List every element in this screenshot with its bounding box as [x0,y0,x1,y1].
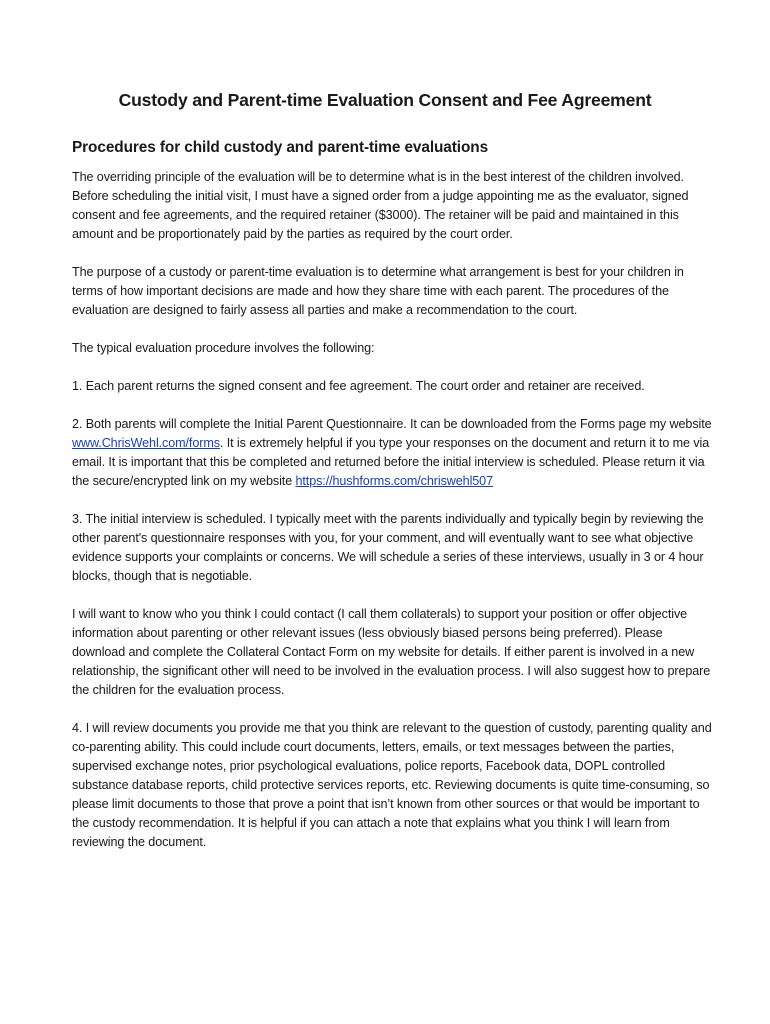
list-item-1: 1. Each parent returns the signed consent and fee agreement. The court order and retainer are received. [72,379,645,393]
paragraph-overriding-principle: The overriding principle of the evaluation will be to determine what is in the best interest of the children involved. Before scheduling the initial visit, I must have a signed order from a judge appointing me as the evaluator, signed consent and fee agreements, and the required retainer ($3000). The retainer will be paid and maintained in this amount and be proportionately paid by the parties as required by the court order. [72,170,689,241]
document-title: Custody and Parent-time Evaluation Consent and Fee Agreement [118,90,652,110]
document-body [72,168,712,871]
list-item-2 [72,415,712,491]
list-item-3: 3. The initial interview is scheduled. I typically meet with the parents individually and typically begin by reviewing the other parent's questionnaire responses with you, for your comment, and will eventually want to see what objective evidence supports your complaints or concerns. We will schedule a series of these interviews, usually in 3 or 4 hour blocks, though that is negotiable. [72,512,704,583]
hushforms-link[interactable]: https://hushforms.com/chriswehl507 [295,474,493,488]
paragraph-procedure-intro: The typical evaluation procedure involves the following: [72,341,375,355]
list-item-2-text-b: . It is extremely helpful if you type your responses on the document and return it to me via email. It is important that this be completed and returned before the initial interview is scheduled. Please return it via the secure/encrypted link on my website [72,436,710,488]
section-heading: Procedures for child custody and parent-time evaluations [72,139,489,156]
list-item-4: 4. I will review documents you provide me that you think are relevant to the question of custody, parenting quality and co-parenting ability. This could include court documents, letters, emails, or text messages between the parties, supervised exchange notes, prior psychological evaluations, police reports, Facebook data, DOPL controlled substance database reports, child protective services reports, etc. Reviewing documents is quite time-consuming, so please limit documents to those that prove a point that isn’t known from other sources or that would be important to the custody recommendation. It is helpful if you can attach a note that explains what you think I will learn from reviewing the document. [72,721,712,849]
paragraph-collaterals: I will want to know who you think I could contact (I call them collaterals) to support your position or offer objective information about parenting or other relevant issues (less obviously biased persons being preferred). Please download and complete the Collateral Contact Form on my website for details. If either parent is involved in a new relationship, the significant other will need to be involved in the evaluation process. I will also suggest how to prepare the children for the evaluation process. [72,607,711,697]
list-item-2-text-a: 2. Both parents will complete the Initial Parent Questionnaire. It can be downloaded from the Forms page my website [72,417,712,431]
forms-link[interactable]: www.ChrisWehl.com/forms [72,436,220,450]
paragraph-purpose: The purpose of a custody or parent-time evaluation is to determine what arrangement is best for your children in terms of how important decisions are made and how they share time with each parent. The procedures of the evaluation are designed to fairly assess all parties and make a recommendation to the court. [72,265,684,317]
